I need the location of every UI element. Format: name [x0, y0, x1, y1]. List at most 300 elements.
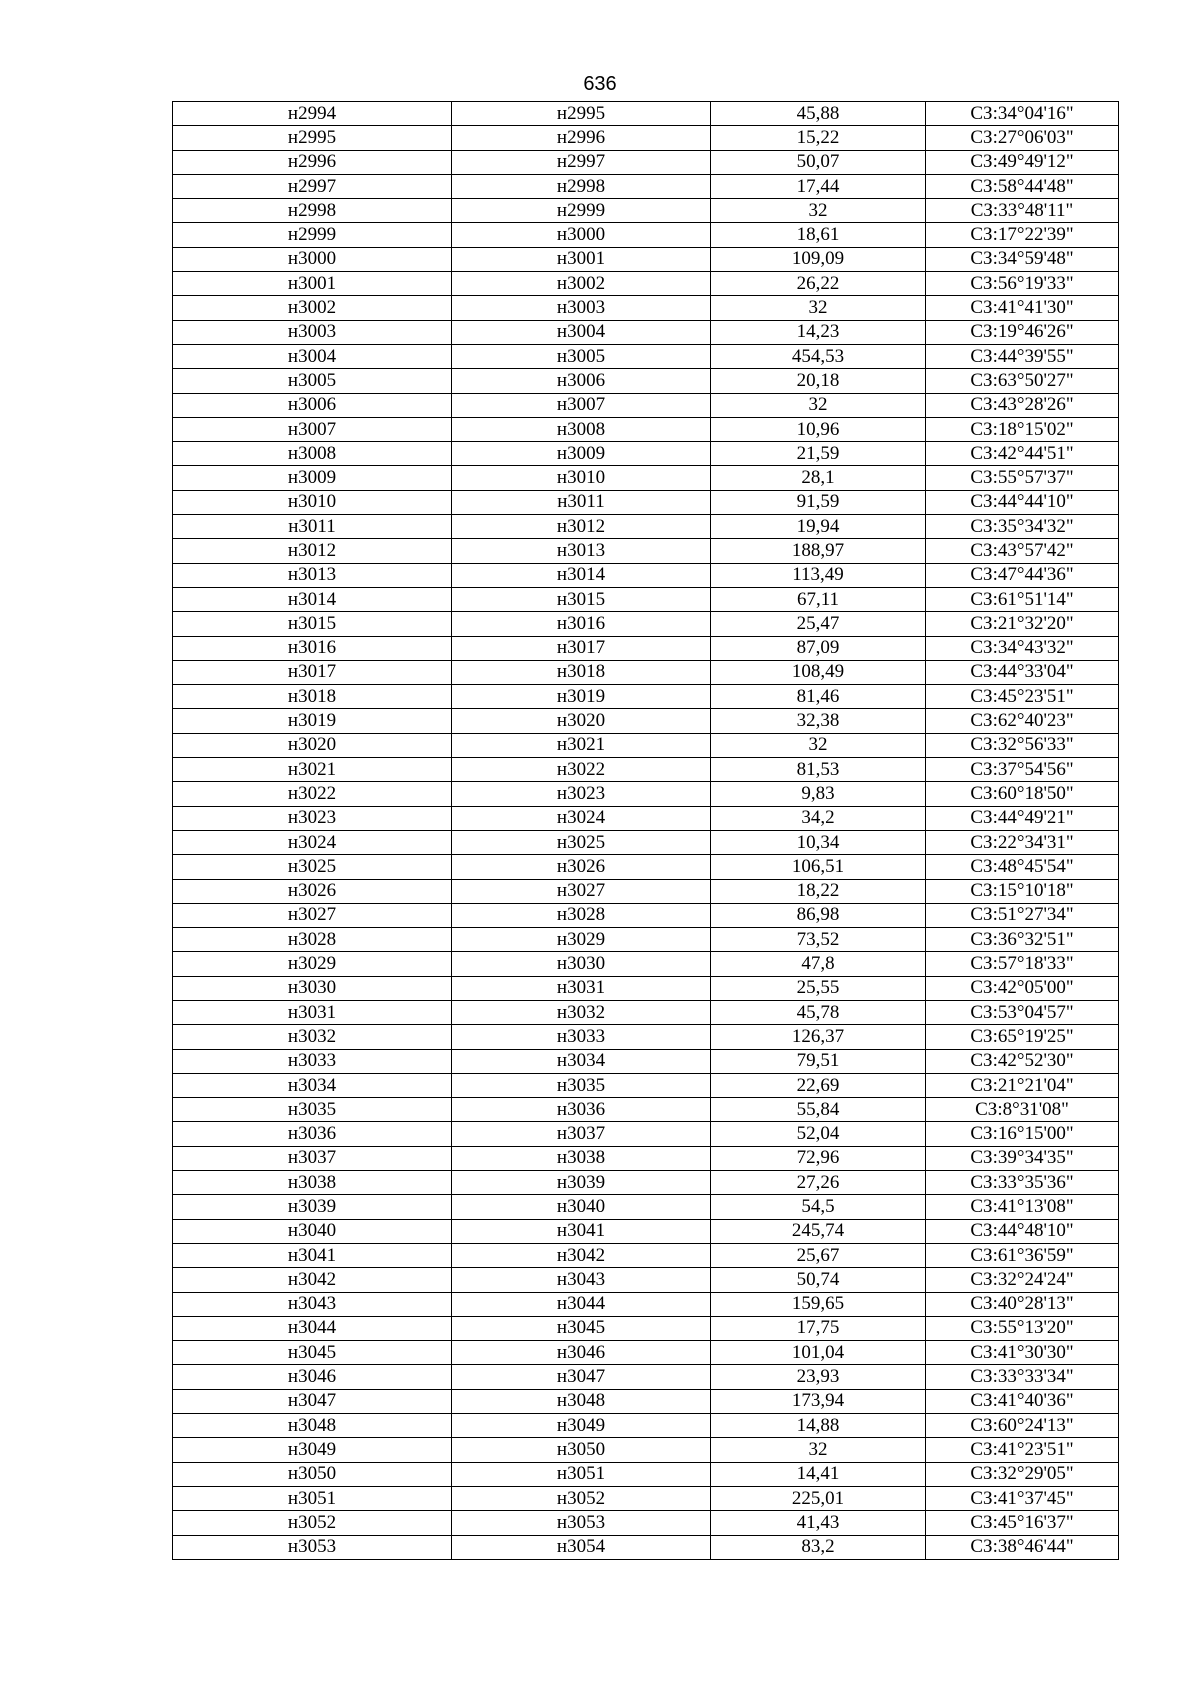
point-from-cell: н3022 [173, 782, 452, 806]
bearing-cell: СЗ:43°57'42" [926, 539, 1119, 563]
bearing-cell: СЗ:60°24'13" [926, 1414, 1119, 1438]
point-to-cell: н3043 [452, 1268, 711, 1292]
bearing-cell: СЗ:33°35'36" [926, 1171, 1119, 1195]
table-row [173, 879, 1119, 903]
point-to-cell: н3035 [452, 1073, 711, 1097]
table-row [173, 223, 1119, 247]
table-row [173, 855, 1119, 879]
table-row [173, 1049, 1119, 1073]
table-row [173, 1122, 1119, 1146]
bearing-cell: СЗ:33°33'34" [926, 1365, 1119, 1389]
table-row [173, 1073, 1119, 1097]
table-row [173, 709, 1119, 733]
bearing-cell: СЗ:43°28'26" [926, 393, 1119, 417]
distance-cell: 72,96 [711, 1146, 926, 1170]
point-to-cell: н3013 [452, 539, 711, 563]
distance-cell: 67,11 [711, 587, 926, 611]
point-to-cell: н3022 [452, 758, 711, 782]
bearing-cell: СЗ:44°39'55" [926, 344, 1119, 368]
bearing-cell: СЗ:41°30'30" [926, 1341, 1119, 1365]
point-from-cell: н3007 [173, 417, 452, 441]
point-from-cell: н2999 [173, 223, 452, 247]
bearing-cell: СЗ:44°44'10" [926, 490, 1119, 514]
point-to-cell: н3026 [452, 855, 711, 879]
table-row [173, 587, 1119, 611]
point-from-cell: н3006 [173, 393, 452, 417]
table-row [173, 272, 1119, 296]
point-from-cell: н3040 [173, 1219, 452, 1243]
distance-cell: 113,49 [711, 563, 926, 587]
table-row [173, 1292, 1119, 1316]
point-to-cell: н3034 [452, 1049, 711, 1073]
point-from-cell: н3015 [173, 612, 452, 636]
point-from-cell: н3041 [173, 1243, 452, 1267]
point-from-cell: н3036 [173, 1122, 452, 1146]
distance-cell: 159,65 [711, 1292, 926, 1316]
bearing-cell: СЗ:48°45'54" [926, 855, 1119, 879]
table-row [173, 417, 1119, 441]
distance-cell: 14,23 [711, 320, 926, 344]
point-to-cell: н3015 [452, 587, 711, 611]
table-row [173, 1535, 1119, 1559]
distance-cell: 14,88 [711, 1414, 926, 1438]
table-row [173, 296, 1119, 320]
bearing-cell: СЗ:15°10'18" [926, 879, 1119, 903]
point-to-cell: н3047 [452, 1365, 711, 1389]
point-from-cell: н3050 [173, 1462, 452, 1486]
point-to-cell: н3053 [452, 1511, 711, 1535]
table-row [173, 344, 1119, 368]
bearing-cell: СЗ:56°19'33" [926, 272, 1119, 296]
bearing-cell: СЗ:27°06'03" [926, 126, 1119, 150]
table-row [173, 806, 1119, 830]
point-to-cell: н3005 [452, 344, 711, 368]
table-row [173, 393, 1119, 417]
bearing-cell: СЗ:44°49'21" [926, 806, 1119, 830]
point-from-cell: н3051 [173, 1486, 452, 1510]
table-row [173, 733, 1119, 757]
bearing-cell: СЗ:16°15'00" [926, 1122, 1119, 1146]
distance-cell: 32 [711, 296, 926, 320]
point-from-cell: н3024 [173, 830, 452, 854]
distance-cell: 81,53 [711, 758, 926, 782]
bearing-cell: СЗ:51°27'34" [926, 903, 1119, 927]
table-row [173, 830, 1119, 854]
distance-cell: 101,04 [711, 1341, 926, 1365]
point-from-cell: н3029 [173, 952, 452, 976]
distance-cell: 54,5 [711, 1195, 926, 1219]
distance-cell: 91,59 [711, 490, 926, 514]
table-row [173, 612, 1119, 636]
distance-cell: 106,51 [711, 855, 926, 879]
distance-cell: 25,55 [711, 976, 926, 1000]
point-to-cell: н3020 [452, 709, 711, 733]
distance-cell: 27,26 [711, 1171, 926, 1195]
point-from-cell: н2997 [173, 174, 452, 198]
table-row [173, 928, 1119, 952]
table-row [173, 563, 1119, 587]
bearing-cell: СЗ:41°37'45" [926, 1486, 1119, 1510]
distance-cell: 50,74 [711, 1268, 926, 1292]
point-from-cell: н3032 [173, 1025, 452, 1049]
distance-cell: 45,78 [711, 1000, 926, 1024]
distance-cell: 32 [711, 1438, 926, 1462]
distance-cell: 18,61 [711, 223, 926, 247]
point-to-cell: н3002 [452, 272, 711, 296]
distance-cell: 19,94 [711, 515, 926, 539]
table-row [173, 199, 1119, 223]
point-to-cell: н3012 [452, 515, 711, 539]
point-from-cell: н3011 [173, 515, 452, 539]
point-to-cell: н3033 [452, 1025, 711, 1049]
distance-cell: 17,44 [711, 174, 926, 198]
table-row [173, 102, 1119, 126]
table-row [173, 320, 1119, 344]
distance-cell: 50,07 [711, 150, 926, 174]
point-from-cell: н3039 [173, 1195, 452, 1219]
bearing-cell: СЗ:47°44'36" [926, 563, 1119, 587]
point-from-cell: н3012 [173, 539, 452, 563]
point-to-cell: н3037 [452, 1122, 711, 1146]
table-row [173, 758, 1119, 782]
point-from-cell: н3038 [173, 1171, 452, 1195]
table-row [173, 126, 1119, 150]
point-from-cell: н3004 [173, 344, 452, 368]
bearing-cell: СЗ:61°36'59" [926, 1243, 1119, 1267]
distance-cell: 83,2 [711, 1535, 926, 1559]
bearing-cell: СЗ:45°16'37" [926, 1511, 1119, 1535]
boundary-points-table [172, 101, 1119, 1560]
table-row [173, 1098, 1119, 1122]
distance-cell: 79,51 [711, 1049, 926, 1073]
bearing-cell: СЗ:21°21'04" [926, 1073, 1119, 1097]
point-to-cell: н3052 [452, 1486, 711, 1510]
bearing-cell: СЗ:21°32'20" [926, 612, 1119, 636]
page-number: 636 [583, 73, 617, 95]
bearing-cell: СЗ:61°51'14" [926, 587, 1119, 611]
table-row [173, 1365, 1119, 1389]
bearing-cell: СЗ:22°34'31" [926, 830, 1119, 854]
table-row [173, 1171, 1119, 1195]
point-from-cell: н3048 [173, 1414, 452, 1438]
bearing-cell: СЗ:32°24'24" [926, 1268, 1119, 1292]
distance-cell: 87,09 [711, 636, 926, 660]
distance-cell: 17,75 [711, 1316, 926, 1340]
point-from-cell: н3047 [173, 1389, 452, 1413]
point-to-cell: н3006 [452, 369, 711, 393]
point-from-cell: н3005 [173, 369, 452, 393]
point-to-cell: н3054 [452, 1535, 711, 1559]
point-from-cell: н3044 [173, 1316, 452, 1340]
bearing-cell: СЗ:65°19'25" [926, 1025, 1119, 1049]
point-from-cell: н3001 [173, 272, 452, 296]
table-row [173, 1146, 1119, 1170]
table-row [173, 1025, 1119, 1049]
bearing-cell: СЗ:38°46'44" [926, 1535, 1119, 1559]
distance-cell: 32,38 [711, 709, 926, 733]
point-from-cell: н2994 [173, 102, 452, 126]
distance-cell: 23,93 [711, 1365, 926, 1389]
point-from-cell: н2996 [173, 150, 452, 174]
point-from-cell: н3017 [173, 660, 452, 684]
point-to-cell: н3000 [452, 223, 711, 247]
point-from-cell: н3023 [173, 806, 452, 830]
point-to-cell: н3046 [452, 1341, 711, 1365]
distance-cell: 245,74 [711, 1219, 926, 1243]
point-from-cell: н3018 [173, 685, 452, 709]
table-row [173, 1195, 1119, 1219]
point-to-cell: н3014 [452, 563, 711, 587]
bearing-cell: СЗ:33°48'11" [926, 199, 1119, 223]
point-to-cell: н3019 [452, 685, 711, 709]
distance-cell: 41,43 [711, 1511, 926, 1535]
table-row [173, 1462, 1119, 1486]
point-to-cell: н3024 [452, 806, 711, 830]
point-to-cell: н3030 [452, 952, 711, 976]
table-row [173, 1316, 1119, 1340]
table-row [173, 1414, 1119, 1438]
bearing-cell: СЗ:42°52'30" [926, 1049, 1119, 1073]
point-to-cell: н3003 [452, 296, 711, 320]
distance-cell: 25,67 [711, 1243, 926, 1267]
point-to-cell: н3049 [452, 1414, 711, 1438]
distance-cell: 225,01 [711, 1486, 926, 1510]
point-from-cell: н3030 [173, 976, 452, 1000]
point-to-cell: н3032 [452, 1000, 711, 1024]
point-to-cell: н3050 [452, 1438, 711, 1462]
point-to-cell: н2998 [452, 174, 711, 198]
table-row [173, 636, 1119, 660]
table-row [173, 782, 1119, 806]
table-row [173, 976, 1119, 1000]
point-to-cell: н3036 [452, 1098, 711, 1122]
point-to-cell: н3025 [452, 830, 711, 854]
table-row [173, 903, 1119, 927]
distance-cell: 10,96 [711, 417, 926, 441]
bearing-cell: СЗ:62°40'23" [926, 709, 1119, 733]
table-row [173, 466, 1119, 490]
point-to-cell: н3042 [452, 1243, 711, 1267]
point-from-cell: н3009 [173, 466, 452, 490]
table-row [173, 515, 1119, 539]
distance-cell: 18,22 [711, 879, 926, 903]
table-row [173, 1511, 1119, 1535]
table-row [173, 1389, 1119, 1413]
point-from-cell: н3013 [173, 563, 452, 587]
bearing-cell: СЗ:18°15'02" [926, 417, 1119, 441]
distance-cell: 108,49 [711, 660, 926, 684]
point-to-cell: н3038 [452, 1146, 711, 1170]
table-body [173, 102, 1119, 1560]
bearing-cell: СЗ:34°43'32" [926, 636, 1119, 660]
point-to-cell: н3010 [452, 466, 711, 490]
point-to-cell: н3011 [452, 490, 711, 514]
point-from-cell: н3026 [173, 879, 452, 903]
bearing-cell: СЗ:55°57'37" [926, 466, 1119, 490]
point-from-cell: н3045 [173, 1341, 452, 1365]
point-to-cell: н3021 [452, 733, 711, 757]
point-to-cell: н3016 [452, 612, 711, 636]
point-to-cell: н3001 [452, 247, 711, 271]
bearing-cell: СЗ:63°50'27" [926, 369, 1119, 393]
bearing-cell: СЗ:34°04'16" [926, 102, 1119, 126]
point-from-cell: н3052 [173, 1511, 452, 1535]
table-row [173, 1268, 1119, 1292]
distance-cell: 25,47 [711, 612, 926, 636]
distance-cell: 10,34 [711, 830, 926, 854]
bearing-cell: СЗ:45°23'51" [926, 685, 1119, 709]
distance-cell: 454,53 [711, 344, 926, 368]
bearing-cell: СЗ:42°44'51" [926, 442, 1119, 466]
distance-cell: 15,22 [711, 126, 926, 150]
bearing-cell: СЗ:55°13'20" [926, 1316, 1119, 1340]
point-from-cell: н3027 [173, 903, 452, 927]
table-row [173, 1341, 1119, 1365]
distance-cell: 55,84 [711, 1098, 926, 1122]
point-from-cell: н3003 [173, 320, 452, 344]
bearing-cell: СЗ:58°44'48" [926, 174, 1119, 198]
table-row [173, 369, 1119, 393]
bearing-cell: СЗ:41°23'51" [926, 1438, 1119, 1462]
table-row [173, 539, 1119, 563]
distance-cell: 14,41 [711, 1462, 926, 1486]
distance-cell: 81,46 [711, 685, 926, 709]
bearing-cell: СЗ:53°04'57" [926, 1000, 1119, 1024]
table-row [173, 442, 1119, 466]
bearing-cell: СЗ:44°33'04" [926, 660, 1119, 684]
table-row [173, 1438, 1119, 1462]
point-from-cell: н3020 [173, 733, 452, 757]
point-from-cell: н3037 [173, 1146, 452, 1170]
bearing-cell: СЗ:41°40'36" [926, 1389, 1119, 1413]
point-to-cell: н3009 [452, 442, 711, 466]
bearing-cell: СЗ:42°05'00" [926, 976, 1119, 1000]
point-to-cell: н3051 [452, 1462, 711, 1486]
bearing-cell: СЗ:8°31'08" [926, 1098, 1119, 1122]
bearing-cell: СЗ:39°34'35" [926, 1146, 1119, 1170]
point-to-cell: н3018 [452, 660, 711, 684]
table-row [173, 1486, 1119, 1510]
distance-cell: 32 [711, 733, 926, 757]
point-from-cell: н3014 [173, 587, 452, 611]
distance-cell: 20,18 [711, 369, 926, 393]
point-from-cell: н3046 [173, 1365, 452, 1389]
table-row [173, 490, 1119, 514]
point-to-cell: н3048 [452, 1389, 711, 1413]
distance-cell: 45,88 [711, 102, 926, 126]
bearing-cell: СЗ:60°18'50" [926, 782, 1119, 806]
point-to-cell: н3023 [452, 782, 711, 806]
point-to-cell: н2995 [452, 102, 711, 126]
table-row [173, 1000, 1119, 1024]
bearing-cell: СЗ:32°29'05" [926, 1462, 1119, 1486]
bearing-cell: СЗ:34°59'48" [926, 247, 1119, 271]
point-to-cell: н3007 [452, 393, 711, 417]
table-row [173, 1243, 1119, 1267]
point-from-cell: н3025 [173, 855, 452, 879]
point-from-cell: н3033 [173, 1049, 452, 1073]
point-to-cell: н3041 [452, 1219, 711, 1243]
bearing-cell: СЗ:19°46'26" [926, 320, 1119, 344]
point-to-cell: н3039 [452, 1171, 711, 1195]
point-to-cell: н3031 [452, 976, 711, 1000]
distance-cell: 173,94 [711, 1389, 926, 1413]
point-to-cell: н3040 [452, 1195, 711, 1219]
bearing-cell: СЗ:44°48'10" [926, 1219, 1119, 1243]
distance-cell: 52,04 [711, 1122, 926, 1146]
point-from-cell: н3053 [173, 1535, 452, 1559]
point-from-cell: н3028 [173, 928, 452, 952]
bearing-cell: СЗ:41°13'08" [926, 1195, 1119, 1219]
point-from-cell: н3021 [173, 758, 452, 782]
point-from-cell: н2995 [173, 126, 452, 150]
bearing-cell: СЗ:41°41'30" [926, 296, 1119, 320]
distance-cell: 32 [711, 199, 926, 223]
point-to-cell: н3008 [452, 417, 711, 441]
bearing-cell: СЗ:36°32'51" [926, 928, 1119, 952]
point-to-cell: н3044 [452, 1292, 711, 1316]
bearing-cell: СЗ:40°28'13" [926, 1292, 1119, 1316]
distance-cell: 109,09 [711, 247, 926, 271]
distance-cell: 22,69 [711, 1073, 926, 1097]
point-to-cell: н2997 [452, 150, 711, 174]
table-row [173, 247, 1119, 271]
point-to-cell: н3027 [452, 879, 711, 903]
bearing-cell: СЗ:37°54'56" [926, 758, 1119, 782]
point-from-cell: н3016 [173, 636, 452, 660]
bearing-cell: СЗ:17°22'39" [926, 223, 1119, 247]
table-row [173, 685, 1119, 709]
distance-cell: 34,2 [711, 806, 926, 830]
table-row [173, 150, 1119, 174]
table-row [173, 1219, 1119, 1243]
point-from-cell: н3019 [173, 709, 452, 733]
distance-cell: 9,83 [711, 782, 926, 806]
distance-cell: 126,37 [711, 1025, 926, 1049]
distance-cell: 188,97 [711, 539, 926, 563]
distance-cell: 28,1 [711, 466, 926, 490]
point-to-cell: н2999 [452, 199, 711, 223]
bearing-cell: СЗ:35°34'32" [926, 515, 1119, 539]
point-to-cell: н3028 [452, 903, 711, 927]
distance-cell: 86,98 [711, 903, 926, 927]
bearing-cell: СЗ:32°56'33" [926, 733, 1119, 757]
point-from-cell: н3035 [173, 1098, 452, 1122]
point-from-cell: н2998 [173, 199, 452, 223]
distance-cell: 47,8 [711, 952, 926, 976]
point-from-cell: н3042 [173, 1268, 452, 1292]
point-to-cell: н3017 [452, 636, 711, 660]
point-from-cell: н3008 [173, 442, 452, 466]
point-from-cell: н3034 [173, 1073, 452, 1097]
point-from-cell: н3002 [173, 296, 452, 320]
distance-cell: 73,52 [711, 928, 926, 952]
point-from-cell: н3049 [173, 1438, 452, 1462]
distance-cell: 21,59 [711, 442, 926, 466]
distance-cell: 26,22 [711, 272, 926, 296]
table-row [173, 660, 1119, 684]
table-row [173, 174, 1119, 198]
point-from-cell: н3010 [173, 490, 452, 514]
point-to-cell: н3004 [452, 320, 711, 344]
point-from-cell: н3000 [173, 247, 452, 271]
point-from-cell: н3031 [173, 1000, 452, 1024]
point-to-cell: н3045 [452, 1316, 711, 1340]
point-to-cell: н2996 [452, 126, 711, 150]
table-row [173, 952, 1119, 976]
distance-cell: 32 [711, 393, 926, 417]
bearing-cell: СЗ:49°49'12" [926, 150, 1119, 174]
